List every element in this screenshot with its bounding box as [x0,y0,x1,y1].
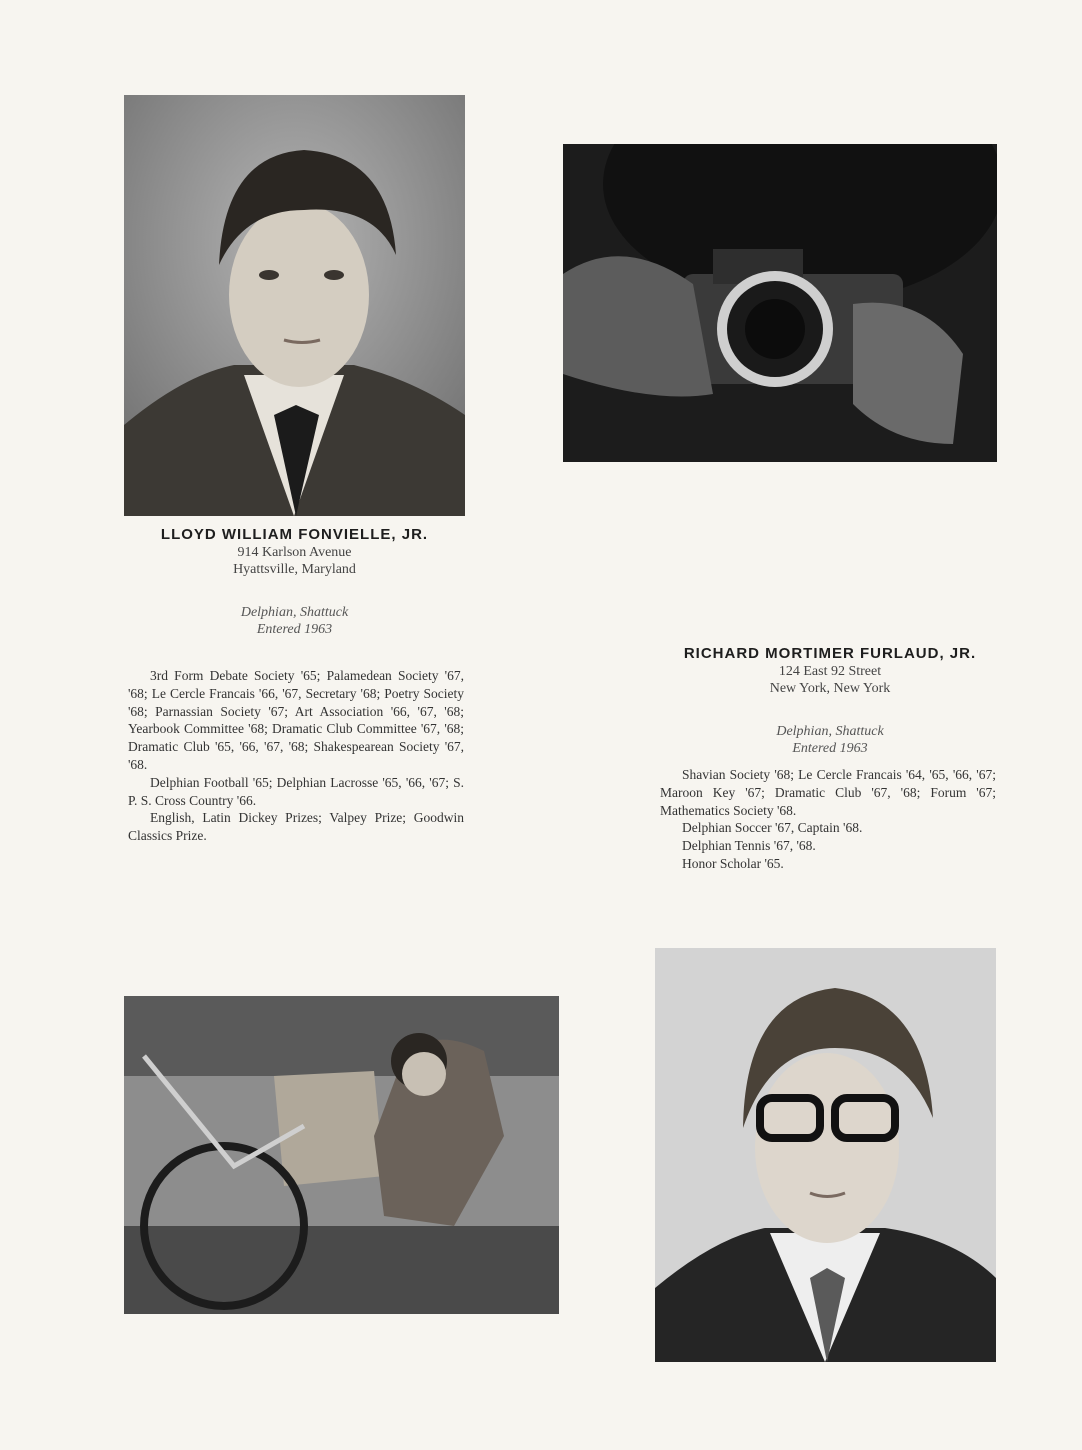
houses: Delphian, Shattuck [776,724,884,739]
student-caption-furlaud [650,645,1010,757]
camera-photo [563,144,997,462]
city-state: New York, New York [769,681,891,696]
activities-paragraph: 3rd Form Debate Society '65; Palamedean Society '67, '68; Le Cercle Francais '66, '67, Secretary '68; Poetry Society '68; Parnassian Society '67; Art Association '66, '67, '68; Yearbook Committee '68; Dramatic Club Committee '67, '68; Dramatic Club '65, '66, '67, '68; Shakespearean Society '67, '68. [128,668,464,772]
street-address: 124 East 92 Street [778,664,882,679]
entered-year: Entered 1963 [256,622,333,637]
portrait-photo-fonvielle [124,95,465,516]
portrait-photo-furlaud [655,948,996,1362]
houses: Delphian, Shattuck [240,605,349,620]
activities-paragraph: Shavian Society '68; Le Cercle Francais '64, '65, '66, '67; Maroon Key '67; Dramatic Club '67, '68; Forum '67; Mathematics Society '68. [660,767,996,818]
student-activities-furlaud [660,766,996,873]
activities-line: Delphian Tennis '67, '68. [682,838,816,854]
activities-line: Honor Scholar '65. [682,855,784,871]
entered-year: Entered 1963 [792,741,868,756]
student-name: RICHARD MORTIMER FURLAUD, JR. [683,645,977,662]
student-caption-fonvielle [124,526,465,638]
street-address: 914 Karlson Avenue [237,545,352,560]
city-state: Hyattsville, Maryland [233,562,356,577]
bicycle-photo [124,996,559,1314]
activities-paragraph: English, Latin Dickey Prizes; Valpey Prize; Goodwin Classics Prize. [128,810,464,844]
activities-paragraph: Delphian Football '65; Delphian Lacrosse '65, '66, '67; S. P. S. Cross Country '66. [128,774,464,808]
student-activities-fonvielle [128,667,464,845]
student-name: LLOYD WILLIAM FONVIELLE, JR. [160,526,429,543]
activities-line: Delphian Soccer '67, Captain '68. [682,820,863,836]
